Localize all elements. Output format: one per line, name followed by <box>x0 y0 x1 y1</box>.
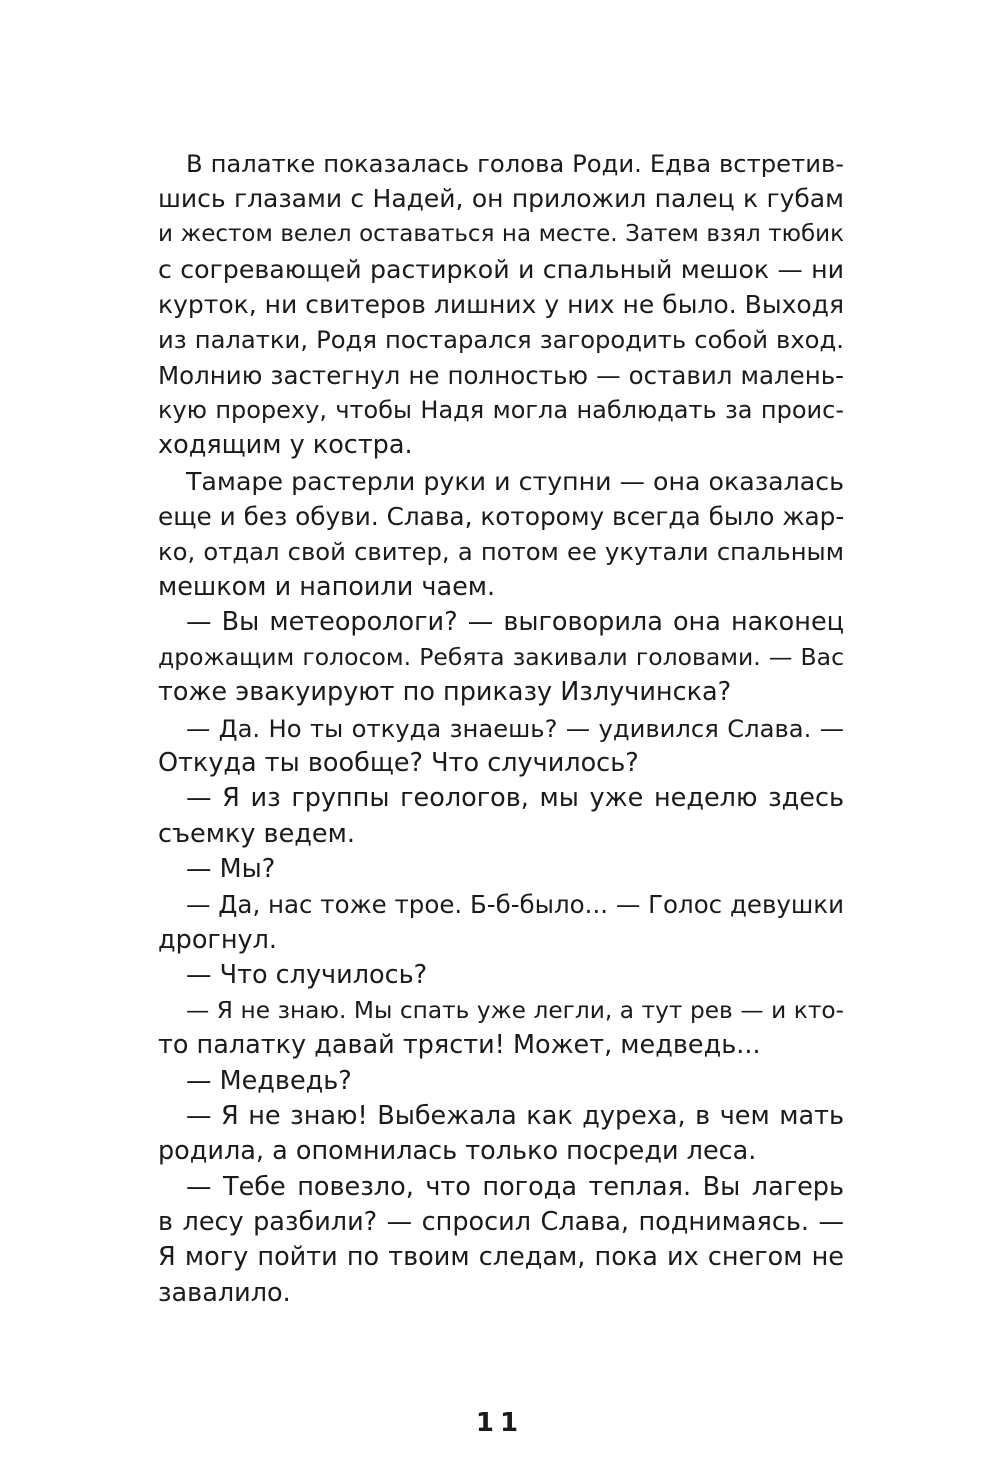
text-line: — Да, нас тоже трое. Б-б-было... — Голос девушки <box>186 890 845 920</box>
text-line: — Тебе повезло, что погода теплая. Вы лагерь <box>186 1171 844 1202</box>
page-number: 11 <box>475 1408 525 1438</box>
text-line: то палатку давай трясти! Может, медведь... <box>158 1030 761 1061</box>
text-line: — Мы? <box>186 853 276 884</box>
text-line: Молнию застегнул не полностью — оставил малень- <box>158 360 844 390</box>
text-line: — Я не знаю! Выбежала как дуреха, в чем мать <box>186 1101 844 1132</box>
text-line: — Что случилось? <box>186 959 428 990</box>
text-line: шись глазами с Надей, он приложил палец к губам <box>158 184 844 214</box>
text-line: родила, а опомнилась только посреди леса. <box>158 1136 757 1167</box>
text-line: — Да. Но ты откуда знаешь? — удивился Слава. — <box>186 713 844 743</box>
text-line: ходящим у костра. <box>158 430 413 461</box>
text-line: — Медведь? <box>186 1065 352 1096</box>
text-line: Я могу пойти по твоим следам, пока их снегом не <box>158 1242 844 1273</box>
text-line: из палатки, Родя постарался загородить собой вход. <box>158 325 844 355</box>
text-line: тоже эвакуируют по приказу Излучинска? <box>158 677 732 708</box>
text-line: еще и без обуви. Слава, которому всегда было жар- <box>158 501 845 531</box>
text-line: дрогнул. <box>158 924 277 955</box>
text-line: завалило. <box>158 1277 291 1308</box>
text-line: и жестом велел оставаться на месте. Затем взял тюбик <box>158 220 844 247</box>
text-line: Откуда ты вообще? Что случилось? <box>158 748 639 779</box>
text-line: курток, ни свитеров лишних у них не было. Выходя <box>158 290 844 320</box>
text-line: съемку ведем. <box>158 818 355 849</box>
text-line: с согревающей растиркой и спальный мешок — ни <box>158 254 844 284</box>
text-line: Тамаре растерли руки и ступни — она оказалась <box>186 466 844 496</box>
text-line: кую прореху, чтобы Надя могла наблюдать за проис- <box>158 396 844 425</box>
text-line: ко, отдал свой свитер, а потом ее укутали спальным <box>158 537 844 567</box>
text-line: В палатке показалась голова Роди. Едва встретив- <box>186 149 844 178</box>
text-line: мешком и напоили чаем. <box>158 571 496 602</box>
text-line: дрожащим голосом. Ребята закивали головами. — Вас <box>158 643 844 672</box>
text-line: — Я не знаю. Мы спать уже легли, а тут рев — и кто- <box>186 997 844 1025</box>
body-text <box>158 146 844 1311</box>
text-line: в лесу разбили? — спросил Слава, поднимаясь. — <box>158 1206 844 1237</box>
text-line: — Я из группы геологов, мы уже неделю здесь <box>186 783 844 814</box>
text-line: — Вы метеорологи? — выговорила она наконец <box>186 606 844 637</box>
